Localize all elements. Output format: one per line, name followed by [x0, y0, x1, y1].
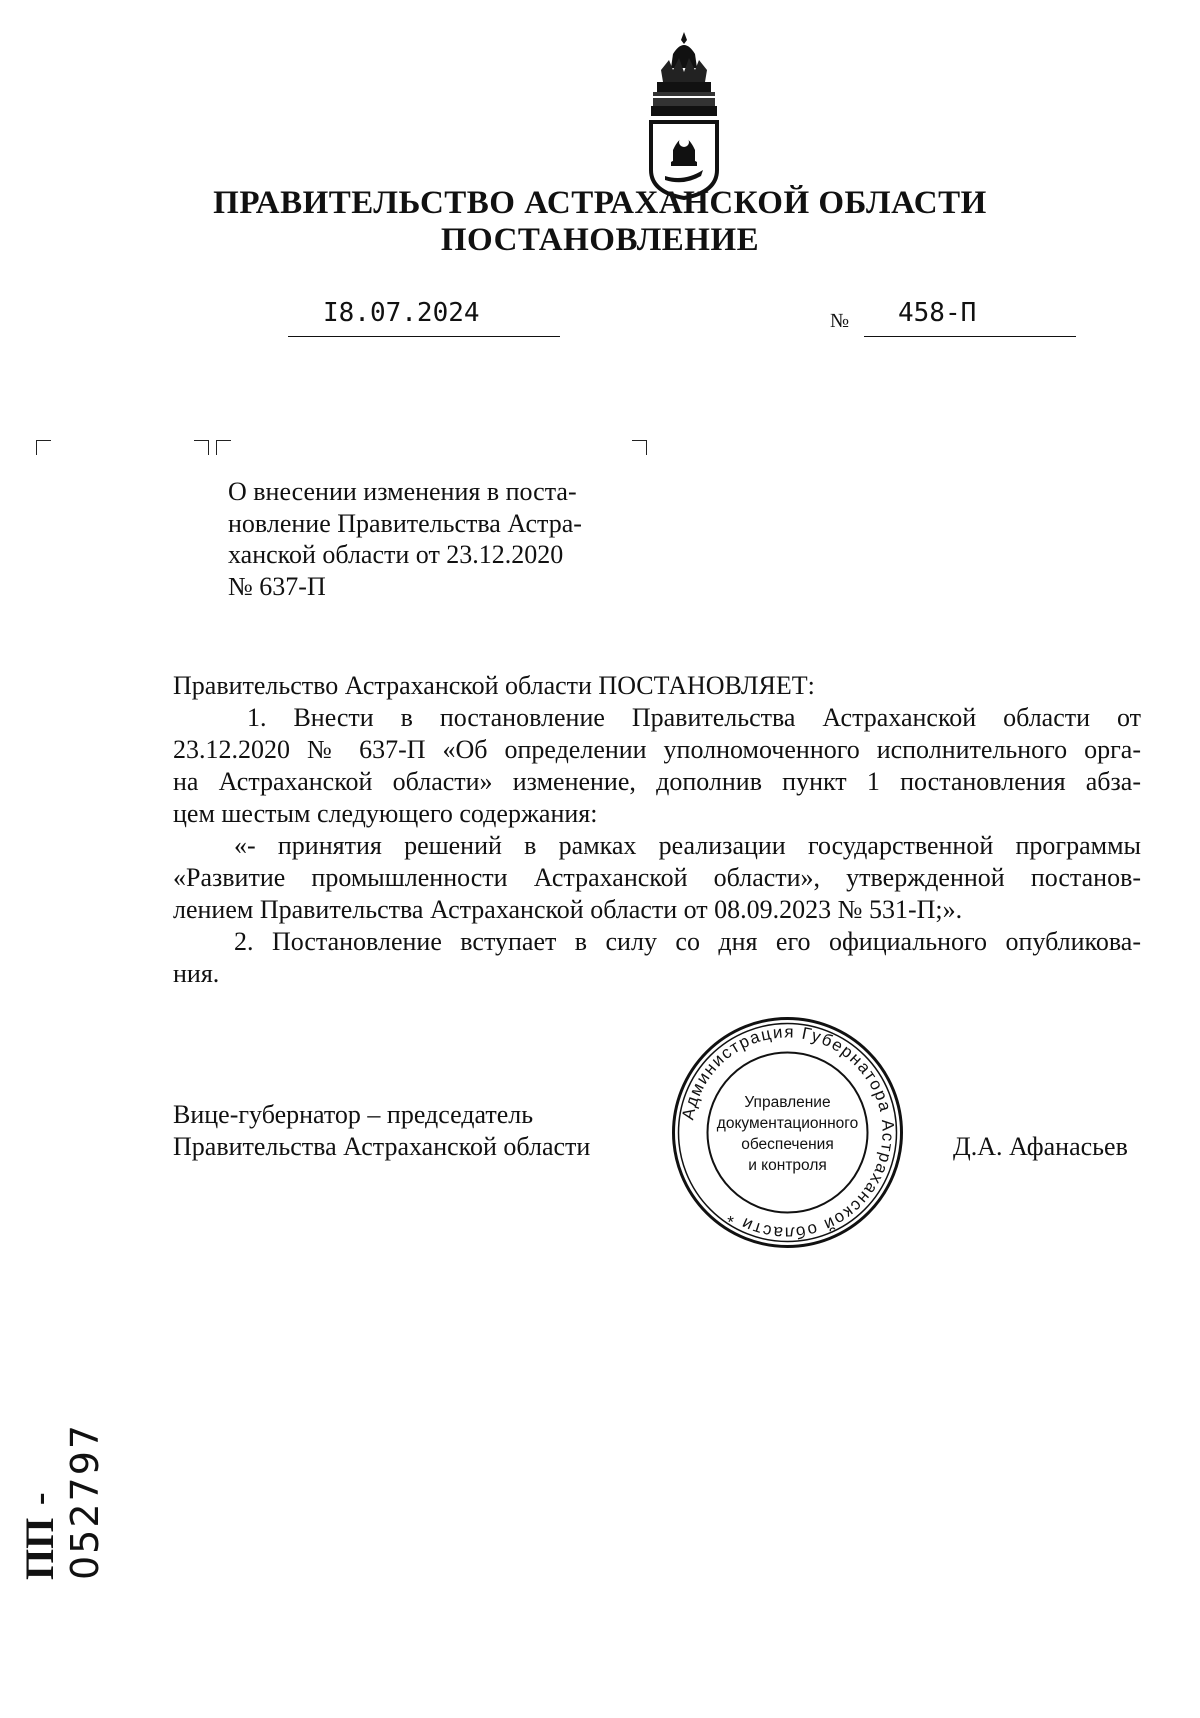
- document-type: ПОСТАНОВЛЕНИЕ: [440, 222, 760, 258]
- document-number-field: [864, 298, 1076, 337]
- signatory-name: Д.А. Афанасьев: [953, 1132, 1128, 1161]
- form-serial-number: 052797: [63, 1422, 107, 1580]
- corner-mark: [36, 440, 51, 455]
- form-serial-prefix: ПП: [17, 1517, 62, 1580]
- preamble: Правительство Астраханской области ПОСТАНОВЛЯЕТ:: [173, 671, 815, 700]
- stamp-inner-line: и контроля: [748, 1157, 827, 1174]
- stamp-inner-line: обеспечения: [741, 1136, 834, 1153]
- document-date-field: [288, 298, 560, 337]
- body-line: лением Правительства Астраханской области от 08.09.2023 № 531-П;».: [173, 895, 963, 924]
- subject-line: новление Правительства Астра-: [228, 508, 582, 538]
- body-line: 23.12.2020 № 637-П «Об определении уполномоченного исполнительного орга-: [173, 735, 1141, 764]
- signatory-title-line-1: Вице-губернатор – председатель: [173, 1100, 534, 1129]
- body-line: 2. Постановление вступает в силу со дня его официального опубликова-: [234, 927, 1141, 956]
- body-line: ния.: [173, 959, 220, 988]
- document-body: [173, 670, 1141, 990]
- stamp-outer-text-path: Администрация Губернатора Астраханской области *: [678, 1022, 898, 1243]
- document-date: I8.07.2024: [323, 298, 480, 328]
- corner-mark: [194, 440, 209, 455]
- signatory-title-line-2: Правительства Астраханской области: [173, 1132, 591, 1161]
- body-line: на Астраханской области» изменение, дополнив пункт 1 постановления абза-: [173, 767, 1141, 796]
- document-subject: [228, 476, 648, 602]
- coat-of-arms-emblem: [643, 30, 725, 200]
- subject-line: ханской области от 23.12.2020: [228, 540, 564, 569]
- org-title: ПРАВИТЕЛЬСТВО АСТРАХАНСКОЙ ОБЛАСТИ: [213, 185, 987, 221]
- subject-line: № 637-П: [228, 571, 326, 601]
- document-number: 458-П: [898, 298, 977, 328]
- body-line: «- принятия решений в рамках реализации государственной программы: [234, 831, 1141, 860]
- subject-line: О внесении изменения в поста-: [228, 477, 577, 506]
- form-serial-mark: ПП - 052797: [17, 1422, 107, 1580]
- stamp-inner-line: документационного: [716, 1115, 859, 1132]
- body-line: 1. Внести в постановление Правительства Астраханской области от: [247, 703, 1141, 732]
- body-line: «Развитие промышленности Астраханской области», утвержденной постанов-: [173, 863, 1141, 892]
- body-line: цем шестым следующего содержания:: [173, 799, 598, 828]
- stamp-inner-line: Управление: [744, 1094, 831, 1111]
- corner-mark: [216, 440, 231, 455]
- official-stamp: [670, 1015, 905, 1250]
- number-label: №: [830, 310, 850, 332]
- corner-mark: [632, 440, 647, 455]
